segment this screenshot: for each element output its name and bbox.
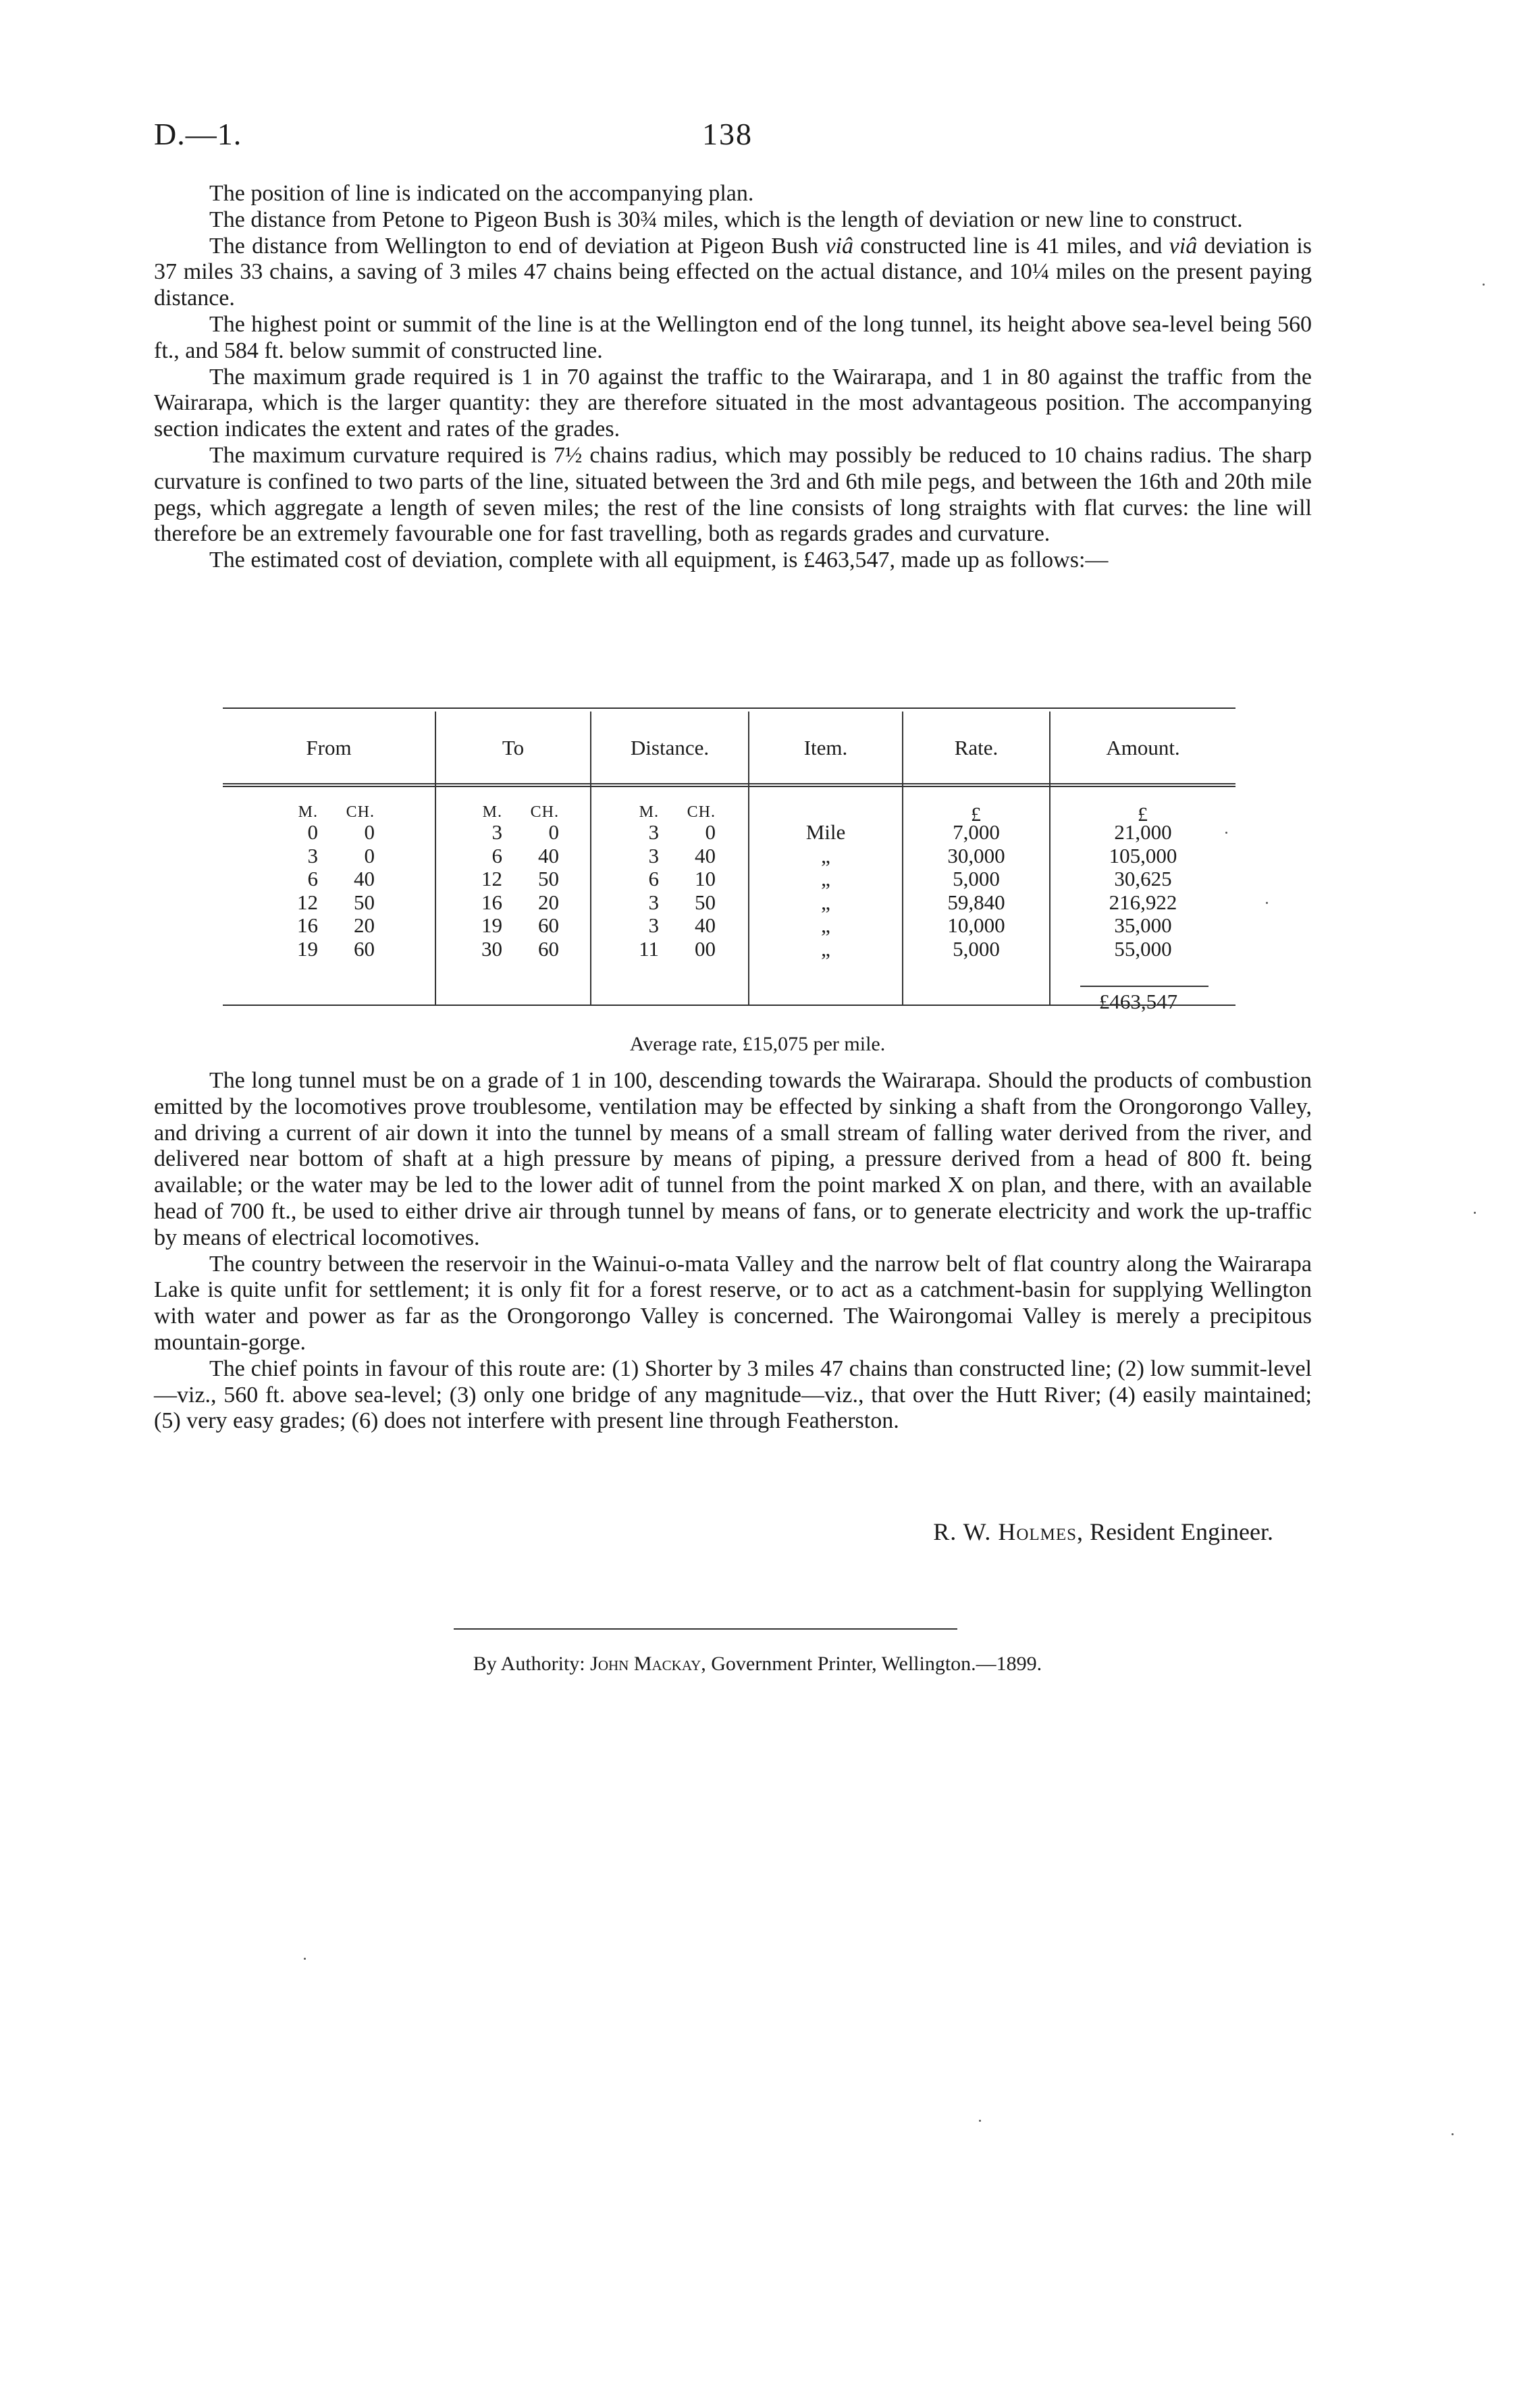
cell-dist-ch: 50: [695, 890, 716, 914]
cell-from-ch: 50: [354, 890, 375, 914]
paragraph: The chief points in favour of this route are: (1) Shorter by 3 miles 47 chains than constructed line; (2) low summit-level—viz., 560 ft. above sea-level; (3) only one bridge of any magnitude—viz., that over the Hutt River; (4) easily maintained; (5) very easy grades; (6) does not interfere with present line through Featherston.: [154, 1356, 1312, 1434]
cell-from-m: 19: [297, 936, 318, 961]
cell-dist-m: 3: [648, 913, 659, 937]
unit-pound: £: [1138, 803, 1148, 826]
cell-to-ch: 60: [538, 936, 559, 961]
cell-item: „: [821, 913, 830, 937]
cell-from-ch: 0: [364, 843, 375, 867]
table-row: [223, 891, 435, 915]
cell-to-m: 3: [491, 820, 502, 844]
column-from: [223, 707, 435, 1005]
cell-amount: 35,000: [1114, 913, 1172, 937]
cell-rate: 30,000: [947, 843, 1005, 867]
document-code: D.—1.: [154, 117, 242, 151]
cell-item: „: [821, 867, 830, 890]
cell-amount: 105,000: [1109, 843, 1177, 867]
paragraph: The position of line is indicated on the accompanying plan.: [209, 181, 754, 206]
distance-values: [591, 821, 748, 961]
item-values: [749, 821, 902, 961]
table-bottom-rule: [223, 1005, 1235, 1006]
cell-rate: 5,000: [953, 867, 1000, 890]
table-row: [436, 867, 590, 891]
cell-dist-m: 3: [648, 843, 659, 867]
cell-from-ch: 40: [354, 867, 375, 890]
paragraph: The distance from Petone to Pigeon Bush is 30¾ miles, which is the length of deviation or new line to construct.: [209, 207, 1243, 232]
header-to: To: [502, 736, 525, 759]
cell-to-ch: 20: [538, 890, 559, 914]
cell-amount: 216,922: [1109, 890, 1177, 914]
signature-name: R. W. Holmes,: [933, 1518, 1084, 1545]
header-rate: Rate.: [954, 736, 999, 759]
cell-dist-ch: 0: [705, 820, 716, 844]
units-from: [223, 803, 435, 822]
paper-speck: [1266, 902, 1268, 904]
table-row: [436, 821, 590, 845]
paper-speck: [1474, 1212, 1476, 1214]
cell-dist-m: 11: [639, 936, 659, 961]
cell-item: „: [821, 890, 830, 914]
column-amount: [1051, 707, 1235, 1005]
cell-dist-m: 3: [648, 890, 659, 914]
cell-amount: 30,625: [1114, 867, 1172, 890]
cell-from-m: 16: [297, 913, 318, 937]
paragraph: The distance from Wellington to end of deviation at Pigeon Bush viâ constructed line is 41 miles, and viâ deviation is 37 miles 33 chains, a saving of 3 miles 47 chains being effected on the actual distance, and 10¼ miles on the present paying distance.: [154, 233, 1312, 311]
unit-chains: CH.: [530, 803, 559, 821]
units-to: [436, 803, 590, 822]
cell-to-m: 12: [481, 867, 502, 890]
cell-amount: 55,000: [1114, 936, 1172, 961]
table-row: [436, 891, 590, 915]
table-row: [591, 914, 748, 938]
units-distance: [591, 803, 748, 822]
signature-title: Resident Engineer.: [1090, 1518, 1273, 1545]
average-rate: Average rate, £15,075 per mile.: [629, 1033, 886, 1055]
cell-from-m: 12: [297, 890, 318, 914]
paper-speck: [1452, 2133, 1454, 2135]
page-number: 138: [702, 117, 753, 151]
cell-rate: 5,000: [953, 936, 1000, 961]
paper-speck: [979, 2120, 981, 2122]
cell-to-ch: 0: [548, 820, 559, 844]
column-item: [749, 707, 902, 1005]
unit-chains: CH.: [687, 803, 716, 821]
cell-from-ch: 0: [364, 820, 375, 844]
cost-table: [223, 707, 1235, 1013]
cell-to-ch: 60: [538, 913, 559, 937]
cell-to-ch: 50: [538, 867, 559, 890]
cell-from-m: 0: [307, 820, 318, 844]
cell-item: „: [821, 843, 830, 867]
total-rule: [1080, 986, 1208, 987]
paper-speck: [1483, 284, 1485, 286]
printer-imprint: [0, 1653, 1515, 1676]
column-rate: [903, 707, 1049, 1005]
body-text-top: [154, 181, 1312, 574]
cell-dist-ch: 00: [695, 936, 716, 961]
cell-from-ch: 60: [354, 936, 375, 961]
cell-dist-m: 6: [648, 867, 659, 890]
cell-dist-ch: 40: [695, 843, 716, 867]
cell-from-m: 3: [307, 843, 318, 867]
body-text-bottom: [154, 1068, 1312, 1435]
table-row: [223, 845, 435, 868]
header-amount: Amount.: [1106, 736, 1180, 759]
cell-from-ch: 20: [354, 913, 375, 937]
cell-to-m: 16: [481, 890, 502, 914]
paragraph: The long tunnel must be on a grade of 1 in 100, descending towards the Wairarapa. Should the products of combustion emitted by the locomotives prove troublesome, ventilation may be effected by sinking a shaft from the Orongorongo Valley, and driving a current of air down it into the tunnel by means of a small stream of falling water derived from the river, and delivered near bottom of shaft at a high pressure by means of piping, a pressure derived from a head of 800 ft. being available; or the water may be led to the lower adit of tunnel from the point marked X on plan, and there, with an available head of 700 ft., be used to either drive air through tunnel by means of fans, or to generate electricity and work the up-traffic by means of electrical locomotives.: [154, 1068, 1312, 1250]
footer-rule: [454, 1628, 957, 1630]
unit-miles: M.: [482, 803, 502, 821]
from-values: [223, 821, 435, 961]
paragraph: The highest point or summit of the line is at the Wellington end of the long tunnel, its height above sea-level being 560 ft., and 584 ft. below summit of constructed line.: [154, 311, 1312, 363]
column-to: [436, 707, 590, 1005]
to-values: [436, 821, 590, 961]
table-row: [436, 938, 590, 961]
cell-to-m: 6: [491, 843, 502, 867]
table-row: [436, 914, 590, 938]
unit-pound: £: [971, 803, 982, 826]
cell-rate: 7,000: [953, 820, 1000, 844]
header-from: From: [306, 736, 352, 759]
table-row: [436, 845, 590, 868]
cell-item: „: [821, 936, 830, 961]
unit-miles: M.: [639, 803, 659, 821]
table-row: [223, 914, 435, 938]
cell-dist-ch: 10: [695, 867, 716, 890]
paragraph: The country between the reservoir in the Wainui-o-mata Valley and the narrow belt of flat country along the Wairarapa Lake is quite unfit for settlement; it is only fit for a forest reserve, or to act as a catchment-basin for supplying Wellington with water and power as far as the Orongorongo Valley is concerned. The Wairongomai Valley is merely a precipitous mountain-gorge.: [154, 1251, 1312, 1355]
paper-speck: [1225, 832, 1227, 834]
header-distance: Distance.: [630, 736, 710, 759]
paragraph: The maximum grade required is 1 in 70 against the traffic to the Wairarapa, and 1 in 80 against the traffic from the Wairarapa, which is the larger quantity: they are therefore situated in the most advantageous position. The accompanying section indicates the extent and rates of the grades.: [154, 364, 1312, 442]
cell-from-m: 6: [307, 867, 318, 890]
imprint-prefix: By Authority:: [473, 1653, 585, 1675]
imprint-printer: John Mackay,: [590, 1653, 706, 1675]
table-row: [223, 867, 435, 891]
table-row: [591, 867, 748, 891]
table-row: [591, 821, 748, 845]
table-row: [591, 845, 748, 868]
table-row: [223, 821, 435, 845]
unit-miles: M.: [298, 803, 318, 821]
imprint-suffix: Government Printer, Wellington.—1899.: [711, 1653, 1042, 1675]
cell-dist-ch: 40: [695, 913, 716, 937]
table-row: [591, 938, 748, 961]
table-row: [223, 938, 435, 961]
column-distance: [591, 707, 748, 1005]
cell-dist-m: 3: [648, 820, 659, 844]
unit-chains: CH.: [346, 803, 375, 821]
cell-rate: 59,840: [947, 890, 1005, 914]
cell-amount: 21,000: [1114, 820, 1172, 844]
amount-values: [1051, 821, 1235, 961]
paragraph: The estimated cost of deviation, complete with all equipment, is £463,547, made up as follows:—: [209, 547, 1109, 573]
paragraph: The maximum curvature required is 7½ chains radius, which may possibly be reduced to 10 chains radius. The sharp curvature is confined to two parts of the line, situated between the 3rd and 6th mile pegs, and between the 16th and 20th mile pegs, which aggregate a length of seven miles; the rest of the line consists of long straights with flat curves: the line will therefore be an extremely favourable one for fast travelling, both as regards grades and curvature.: [154, 442, 1312, 547]
rate-values: [903, 821, 1049, 961]
cell-to-m: 30: [481, 936, 502, 961]
signature: [824, 1518, 1273, 1546]
paper-speck: [304, 1958, 306, 1960]
cell-item: Mile: [805, 820, 846, 844]
header-item: Item.: [803, 736, 848, 759]
cell-rate: 10,000: [947, 913, 1005, 937]
cell-to-m: 19: [481, 913, 502, 937]
table-total: £463,547: [1098, 990, 1178, 1013]
table-row: [591, 891, 748, 915]
cell-to-ch: 40: [538, 843, 559, 867]
